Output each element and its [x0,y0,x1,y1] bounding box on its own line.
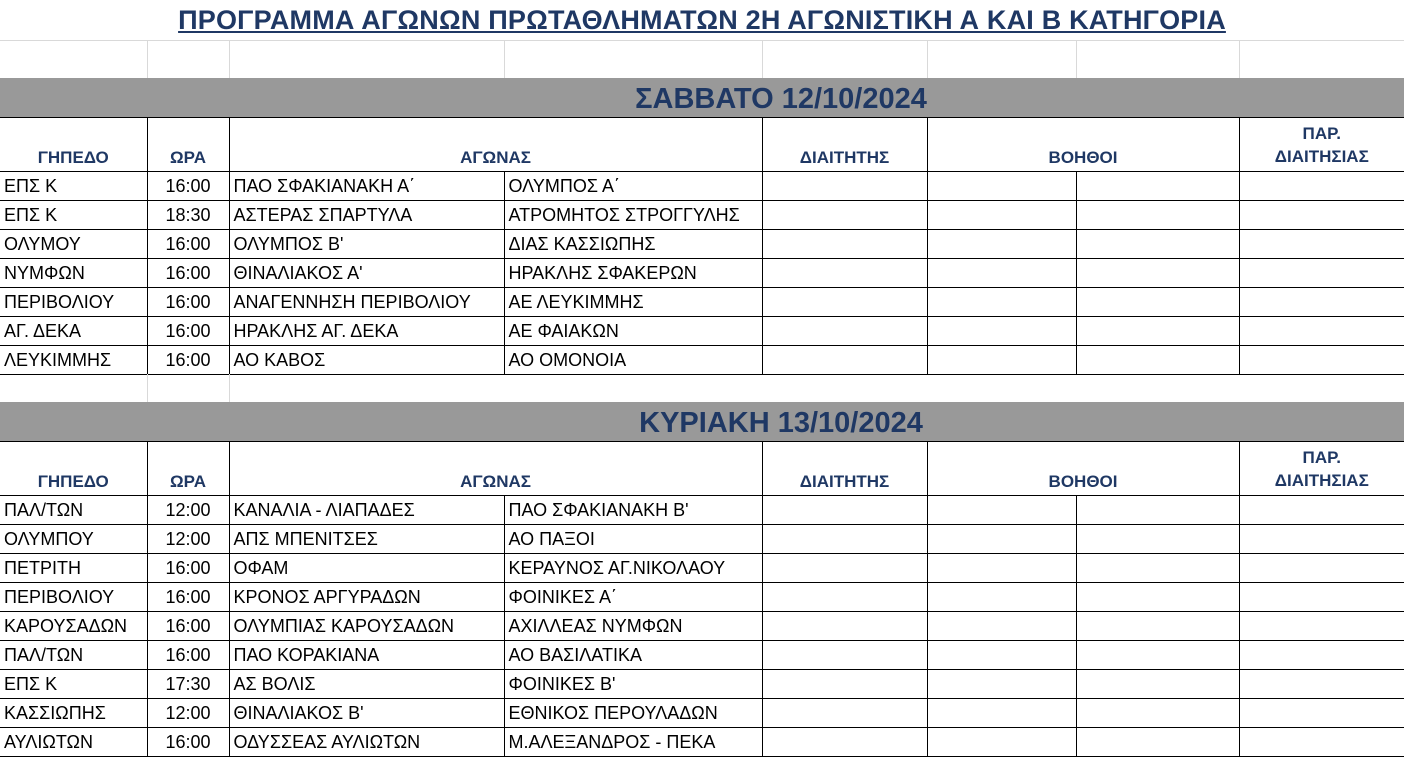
referee-cell [762,287,927,316]
assistant-1-cell [927,258,1076,287]
match-row [0,287,1404,316]
header-observer-line1: ΠΑΡ. [1302,123,1341,143]
observer-cell [1239,611,1404,640]
home-team-cell: ΑΟ ΚΑΒΟΣ [229,345,504,374]
match-row [0,171,1404,200]
assistant-2-cell [1076,524,1239,553]
referee-cell [762,669,927,698]
assistant-2-cell [1076,495,1239,524]
match-row [0,611,1404,640]
assistant-1-cell [927,229,1076,258]
home-team-cell: ΑΣΤΕΡΑΣ ΣΠΑΡΤΥΛΑ [229,200,504,229]
observer-cell [1239,287,1404,316]
section-spacer [0,374,1404,402]
home-team-cell: ΚΑΝΑΛΙΑ - ΛΙΑΠΑΔΕΣ [229,495,504,524]
away-team-cell: ΑΧΙΛΛΕΑΣ ΝΥΜΦΩΝ [504,611,762,640]
referee-cell [762,640,927,669]
home-team-cell: ΟΛΥΜΠΙΑΣ ΚΑΡΟΥΣΑΔΩΝ [229,611,504,640]
home-team-cell: ΟΔΥΣΣΕΑΣ ΑΥΛΙΩΤΩΝ [229,727,504,756]
away-team-cell: ΔΙΑΣ ΚΑΣΣΙΩΠΗΣ [504,229,762,258]
assistant-1-cell [927,640,1076,669]
away-team-cell: ΟΛΥΜΠΟΣ Α΄ [504,171,762,200]
sunday-band [0,402,1404,442]
header-match: ΑΓΩΝΑΣ [229,118,762,171]
home-team-cell: ΠΑΟ ΣΦΑΚΙΑΝΑΚΗ Α΄ [229,171,504,200]
home-team-cell: ΑΝΑΓΕΝΝΗΣΗ ΠΕΡΙΒΟΛΙΟΥ [229,287,504,316]
assistant-2-cell [1076,171,1239,200]
header-stadium: ΓΗΠΕΔΟ [0,442,147,495]
time-cell: 16:00 [147,345,229,374]
assistant-1-cell [927,171,1076,200]
stadium-cell: ΠΕΡΙΒΟΛΙΟΥ [0,287,147,316]
assistant-2-cell [1076,287,1239,316]
assistant-1-cell [927,553,1076,582]
home-team-cell: ΟΛΥΜΠΟΣ Β' [229,229,504,258]
assistant-1-cell [927,582,1076,611]
home-team-cell: ΘΙΝΑΛΙΑΚΟΣ Β' [229,698,504,727]
stadium-cell: ΝΥΜΦΩΝ [0,258,147,287]
saturday-schedule-table [0,118,1404,375]
time-cell: 16:00 [147,640,229,669]
header-stadium: ΓΗΠΕΔΟ [0,118,147,171]
home-team-cell: ΟΦΑΜ [229,553,504,582]
referee-cell [762,316,927,345]
stadium-cell: ΚΑΡΟΥΣΑΔΩΝ [0,611,147,640]
observer-cell [1239,229,1404,258]
assistant-1-cell [927,287,1076,316]
assistant-2-cell [1076,345,1239,374]
away-team-cell: ΑΕ ΛΕΥΚΙΜΜΗΣ [504,287,762,316]
away-team-cell: ΕΘΝΙΚΟΣ ΠΕΡΟΥΛΑΔΩΝ [504,698,762,727]
match-row [0,553,1404,582]
page-title: ΠΡΟΓΡΑΜΜΑ ΑΓΩΝΩΝ ΠΡΩΤΑΘΛΗΜΑΤΩΝ 2Η ΑΓΩΝΙΣΤΙΚΗ Α ΚΑΙ Β ΚΑΤΗΓΟΡΙΑ [178,5,1226,35]
observer-cell [1239,727,1404,756]
time-cell: 16:00 [147,258,229,287]
empty-grid-top [0,40,1404,78]
away-team-cell: ΚΕΡΑΥΝΟΣ ΑΓ.ΝΙΚΟΛΑΟΥ [504,553,762,582]
stadium-cell: ΠΕΤΡΙΤΗ [0,553,147,582]
stadium-cell: ΠΕΡΙΒΟΛΙΟΥ [0,582,147,611]
referee-cell [762,345,927,374]
match-row [0,200,1404,229]
observer-cell [1239,669,1404,698]
match-row [0,698,1404,727]
stadium-cell: ΕΠΣ Κ [0,171,147,200]
match-row [0,345,1404,374]
stadium-cell: ΑΥΛΙΩΤΩΝ [0,727,147,756]
referee-cell [762,171,927,200]
observer-cell [1239,582,1404,611]
stadium-cell: ΠΑΛ/ΤΩΝ [0,640,147,669]
away-team-cell: ΦΟΙΝΙΚΕΣ Α΄ [504,582,762,611]
observer-cell [1239,553,1404,582]
header-row [0,442,1404,495]
referee-cell [762,524,927,553]
assistant-2-cell [1076,229,1239,258]
stadium-cell: ΕΠΣ Κ [0,200,147,229]
home-team-cell: ΠΑΟ ΚΟΡΑΚΙΑΝΑ [229,640,504,669]
home-team-cell: ΘΙΝΑΛΙΑΚΟΣ Α' [229,258,504,287]
sunday-label: ΚΥΡΙΑΚΗ 13/10/2024 [639,407,923,439]
assistant-1-cell [927,316,1076,345]
assistant-1-cell [927,727,1076,756]
match-row [0,316,1404,345]
observer-cell [1239,258,1404,287]
assistant-1-cell [927,200,1076,229]
time-cell: 16:00 [147,727,229,756]
observer-cell [1239,171,1404,200]
header-time: ΩΡΑ [147,442,229,495]
assistant-1-cell [927,495,1076,524]
sunday-schedule-table [0,442,1404,757]
stadium-cell: ΕΠΣ Κ [0,669,147,698]
observer-cell [1239,640,1404,669]
observer-cell [1239,698,1404,727]
away-team-cell: ΗΡΑΚΛΗΣ ΣΦΑΚΕΡΩΝ [504,258,762,287]
assistant-1-cell [927,669,1076,698]
stadium-cell: ΟΛΥΜΠΟΥ [0,524,147,553]
assistant-1-cell [927,611,1076,640]
header-match: ΑΓΩΝΑΣ [229,442,762,495]
assistant-2-cell [1076,200,1239,229]
time-cell: 16:00 [147,287,229,316]
match-row [0,727,1404,756]
match-row [0,229,1404,258]
stadium-cell: ΟΛΥΜΟΥ [0,229,147,258]
match-row [0,258,1404,287]
referee-cell [762,582,927,611]
referee-cell [762,258,927,287]
time-cell: 12:00 [147,495,229,524]
time-cell: 16:00 [147,553,229,582]
match-row [0,495,1404,524]
away-team-cell: ΑΕ ΦΑΙΑΚΩΝ [504,316,762,345]
time-cell: 16:00 [147,582,229,611]
saturday-band [0,78,1404,118]
referee-cell [762,698,927,727]
header-assistants: ΒΟΗΘΟΙ [927,118,1239,171]
away-team-cell: ΑΟ ΒΑΣΙΛΑΤΙΚΑ [504,640,762,669]
away-team-cell: Μ.ΑΛΕΞΑΝΔΡΟΣ - ΠΕΚΑ [504,727,762,756]
saturday-label: ΣΑΒΒΑΤΟ 12/10/2024 [635,83,927,115]
assistant-2-cell [1076,258,1239,287]
header-assistants: ΒΟΗΘΟΙ [927,442,1239,495]
assistant-2-cell [1076,698,1239,727]
assistant-2-cell [1076,669,1239,698]
time-cell: 12:00 [147,698,229,727]
time-cell: 16:00 [147,229,229,258]
time-cell: 17:30 [147,669,229,698]
away-team-cell: ΦΟΙΝΙΚΕΣ Β' [504,669,762,698]
assistant-2-cell [1076,316,1239,345]
match-row [0,669,1404,698]
header-referee: ΔΙΑΙΤΗΤΗΣ [762,442,927,495]
home-team-cell: ΑΣ ΒΟΛΙΣ [229,669,504,698]
away-team-cell: ΑΟ ΟΜΟΝΟΙΑ [504,345,762,374]
observer-cell [1239,200,1404,229]
observer-cell [1239,316,1404,345]
header-observer-line1: ΠΑΡ. [1302,447,1341,467]
match-row [0,640,1404,669]
assistant-2-cell [1076,727,1239,756]
header-time: ΩΡΑ [147,118,229,171]
referee-cell [762,200,927,229]
observer-cell [1239,345,1404,374]
header-observer-line2: ΔΙΑΙΤΗΣΙΑΣ [1274,470,1369,490]
observer-cell [1239,495,1404,524]
assistant-2-cell [1076,582,1239,611]
header-observer [1239,442,1404,495]
header-referee: ΔΙΑΙΤΗΤΗΣ [762,118,927,171]
time-cell: 12:00 [147,524,229,553]
header-observer-line2: ΔΙΑΙΤΗΣΙΑΣ [1274,146,1369,166]
away-team-cell: ΑΟ ΠΑΞΟΙ [504,524,762,553]
referee-cell [762,553,927,582]
time-cell: 18:30 [147,200,229,229]
referee-cell [762,495,927,524]
header-observer [1239,118,1404,171]
time-cell: 16:00 [147,611,229,640]
referee-cell [762,611,927,640]
stadium-cell: ΛΕΥΚΙΜΜΗΣ [0,345,147,374]
assistant-2-cell [1076,611,1239,640]
home-team-cell: ΚΡΟΝΟΣ ΑΡΓΥΡΑΔΩΝ [229,582,504,611]
header-row [0,118,1404,171]
assistant-2-cell [1076,640,1239,669]
stadium-cell: ΚΑΣΣΙΩΠΗΣ [0,698,147,727]
assistant-1-cell [927,345,1076,374]
match-row [0,524,1404,553]
assistant-2-cell [1076,553,1239,582]
referee-cell [762,727,927,756]
referee-cell [762,229,927,258]
home-team-cell: ΗΡΑΚΛΗΣ ΑΓ. ΔΕΚΑ [229,316,504,345]
time-cell: 16:00 [147,316,229,345]
stadium-cell: ΑΓ. ΔΕΚΑ [0,316,147,345]
match-row [0,582,1404,611]
home-team-cell: ΑΠΣ ΜΠΕΝΙΤΣΕΣ [229,524,504,553]
time-cell: 16:00 [147,171,229,200]
away-team-cell: ΠΑΟ ΣΦΑΚΙΑΝΑΚΗ Β' [504,495,762,524]
observer-cell [1239,524,1404,553]
assistant-1-cell [927,698,1076,727]
assistant-1-cell [927,524,1076,553]
stadium-cell: ΠΑΛ/ΤΩΝ [0,495,147,524]
away-team-cell: ΑΤΡΟΜΗΤΟΣ ΣΤΡΟΓΓΥΛΗΣ [504,200,762,229]
